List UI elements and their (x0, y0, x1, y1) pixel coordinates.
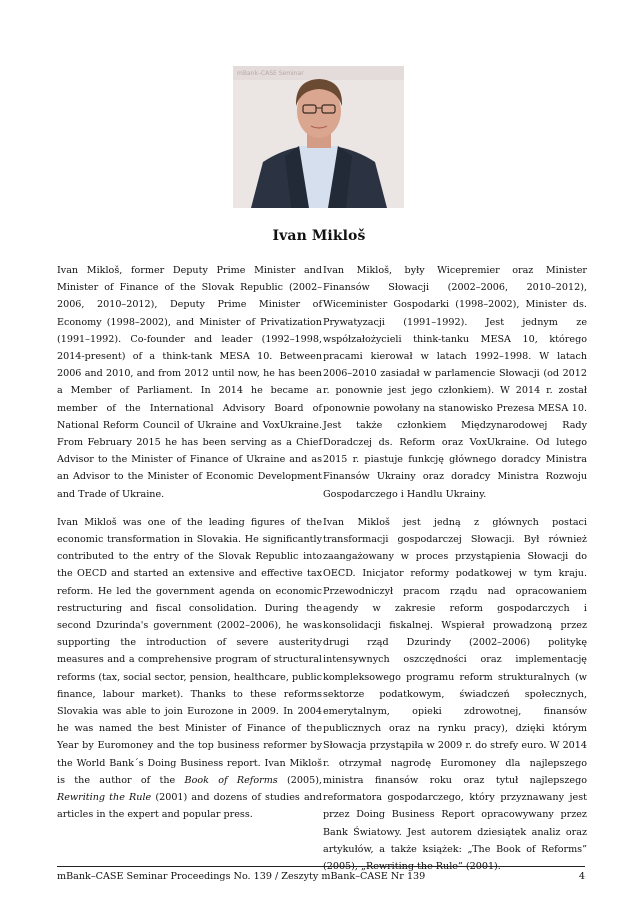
backdrop-text: mBank–CASE Seminar (237, 70, 304, 77)
english-paragraph-2 (57, 514, 322, 824)
portrait-illustration (233, 66, 404, 208)
footer-series-title: mBank–CASE Seminar Proceedings No. 139 / Zeszyty mBank–CASE Nr 139 (57, 871, 426, 882)
english-paragraph-1: Ivan Mikloš, former Deputy Prime Minister and Minister of Finance of the Slovak Republic (2002–2006, 2010–2012), Deputy Prime Minister of Economy (1998–2002), and Minister of Privatization (1991–1992). Co-founder and leader (1992–1998, 2014-present) of a think-tank MESA 10. Between 2006 and 2010, and from 2012 until now, he has been a Member of Parliament. In 2014 he became a member of the International Advisory Board of National Reform Council of Ukraine and VoxUkraine. From February 2015 he has been serving as a Chief Advisor to the Minister of Finance of Ukraine and as an Advisor to the Minister of Economic Development and Trade of Ukraine. (57, 265, 322, 500)
book-title-1: Book of Reforms (184, 774, 278, 786)
polish-column (323, 262, 587, 886)
page-number: 4 (578, 871, 585, 882)
english-column (57, 262, 322, 835)
person-name: Ivan Mikloš (272, 228, 366, 244)
page-footer (57, 871, 585, 882)
author-photo (233, 66, 404, 208)
footer-rule (57, 866, 585, 867)
book-title-2: Rewriting the Rule (57, 792, 152, 804)
polish-paragraph-2: Ivan Mikloš jest jedną z głównych postaci transformacji gospodarczej Słowacji. Był również zaangażowany w proces przystąpienia Słowacji do OECD. Inicjator reformy podatkowej w tym kraju. Przewodniczył pracom rządu nad opracowaniem agendy w zakresie reform gospodarczych i konsolidacji fiskalnej. Wspierał prowadzoną przez drugi rząd Dzurindy (2002–2006) politykę intensywnych oszczędności oraz implementację kompleksowego programu reform strukturalnych (w sektorze podatkowym, świadczeń społecznych, emerytalnym, opieki zdrowotnej, finansów publicznych oraz na rynku pracy), dzięki którym Słowacja przystąpiła w 2009 r. do strefy euro. W 2014 r. otrzymał nagrodę Euromoney dla najlepszego ministra finansów roku oraz tytuł najlepszego reformatora gospodarczego, który przyznawany jest przez Doing Business Report opracowywany przez Bank Światowy. Jest autorem dziesiątek analiz oraz artykułów, a także książek: „The Book of Reforms” (2005), „Rewriting the Rule” (2001). (323, 516, 587, 872)
english-paragraph-2-text: Ivan Mikloš was one of the leading figures of the economic transformation in Slovakia. He significantly contributed to the entry of the Slovak Republic into the OECD and started an extensive and effective tax reform. He led the government agenda on economic restructuring and fiscal consolidation. During the second Dzurinda's government (2002–2006), he was supporting the introduction of severe austerity measures and a comprehensive program of structural reforms (tax, social sector, pension, healthcare, public finance, labour market). Thanks to these reforms Slovakia was able to join Eurozone in 2009. In 2004 he was named the best Minister of Finance of the Year by Euromoney and the top business reformer by the World Bank´s Doing Business report. Ivan Mikloš is the author of the (57, 516, 322, 786)
english-paragraph-2-text-c: (2001) and dozens of studies and articles in the expert and popular press. (57, 792, 322, 821)
polish-paragraph-1: Ivan Mikloš, były Wicepremier oraz Minister Finansów Słowacji (2002–2006, 2010–2012), Wiceminister Gospodarki (1998–2002), Minister ds. Prywatyzacji (1991–1992). Jest jednym ze współzałożycieli think-tanku MESA 10, którego pracami kierował w latach 1992–1998. W latach 2006–2010 zasiadał w parlamencie Słowacji (od 2012 r. ponownie jest jego członkiem). W 2014 r. został ponownie powołany na stanowisko Prezesa MESA 10. Jest także członkiem Międzynarodowej Rady Doradczej ds. Reform oraz VoxUkraine. Od lutego 2015 r. piastuje funkcję głównego doradcy Ministra Finansów Ukrainy oraz doradcy Ministra Rozwoju Gospodarczego i Handlu Ukrainy. (323, 265, 587, 500)
english-paragraph-2-text-b: (2005), (277, 774, 322, 786)
